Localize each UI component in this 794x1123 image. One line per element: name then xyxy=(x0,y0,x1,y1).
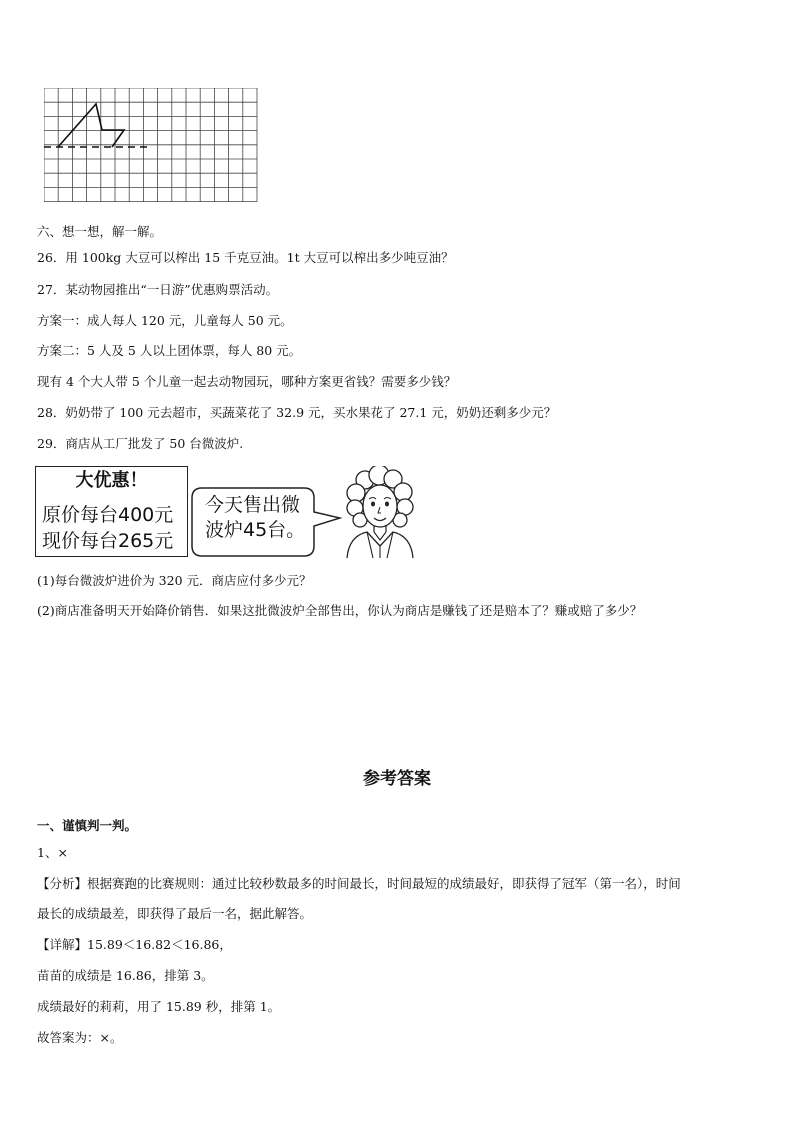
best-line: 成绩最好的莉莉，用了 15.89 秒，排第 1。 xyxy=(37,999,281,1014)
question-27-plan2: 方案二：5 人及 5 人以上团体票，每人 80 元。 xyxy=(37,343,302,358)
question-27-plan1: 方案一：成人每人 120 元，儿童每人 50 元。 xyxy=(37,313,293,328)
miaomiao-line: 苗苗的成绩是 16.86，排第 3。 xyxy=(37,968,214,983)
answer-title: 参考答案 xyxy=(363,769,431,789)
question-27: 27．某动物园推出“一日游”优惠购票活动。 xyxy=(37,282,279,297)
answer-item1: 1、× xyxy=(37,845,68,860)
question-29-part1: (1)每台微波炉进价为 320 元．商店应付多少元？ xyxy=(37,573,312,588)
question-29: 29．商店从工厂批发了 50 台微波炉. xyxy=(37,436,244,451)
original-price: 原价每台400元 xyxy=(42,504,174,526)
section6-heading: 六、想一想，解一解。 xyxy=(37,224,163,239)
current-price: 现价每台265元 xyxy=(42,530,174,552)
answer-section1: 一、谨慎判一判。 xyxy=(37,818,138,833)
grid-figure xyxy=(44,88,258,206)
speech-line-2: 波炉45台。 xyxy=(205,519,306,541)
promo-box xyxy=(35,466,188,557)
question-29-part2: (2)商店准备明天开始降价销售．如果这批微波炉全部售出，你认为商店是赚钱了还是赔本了？赚或赔了多少？ xyxy=(37,603,643,618)
person-illustration xyxy=(343,466,417,560)
final-line: 故答案为：×。 xyxy=(37,1030,123,1045)
speech-text xyxy=(205,493,309,543)
question-26: 26．用 100kg 大豆可以榨出 15 千克豆油。1t 大豆可以榨出多少吨豆油？ xyxy=(37,250,454,265)
promo-title: 大优惠！ xyxy=(75,470,148,491)
question-27-ask: 现有 4 个大人带 5 个儿童一起去动物园玩，哪种方案更省钱？需要多少钱？ xyxy=(37,374,457,389)
analysis-line1: 【分析】根据赛跑的比赛规则：通过比较秒数最多的时间最长，时间最短的成绩最好，即获得了冠军（第一名），时间 xyxy=(37,876,681,891)
analysis-line2: 最长的成绩最差，即获得了最后一名，据此解答。 xyxy=(37,906,313,921)
detail-line: 【详解】15.89＜16.82＜16.86， xyxy=(37,937,232,952)
figure-shape xyxy=(58,104,124,147)
speech-line-1: 今天售出微 xyxy=(205,494,301,516)
question-28: 28．奶奶带了 100 元去超市，买蔬菜花了 32.9 元，买水果花了 27.1 元，奶奶还剩多少元？ xyxy=(37,405,557,420)
